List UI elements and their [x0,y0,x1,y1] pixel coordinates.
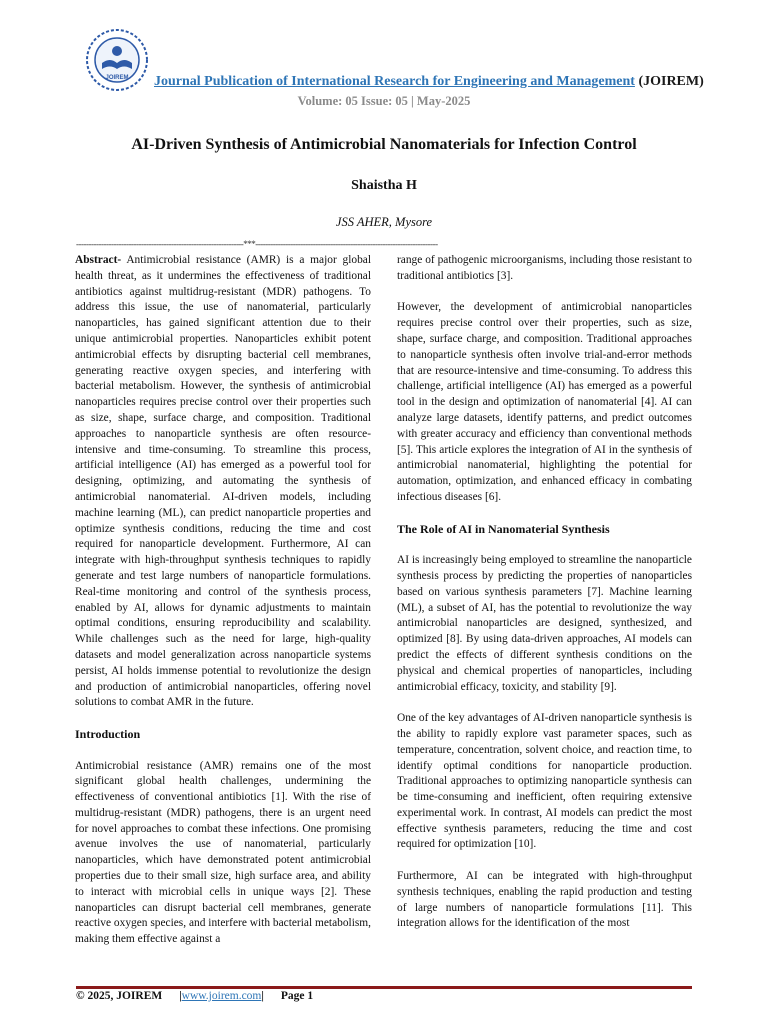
journal-name-link[interactable]: Journal Publication of International Research for Engineering and Management [154,74,635,89]
abstract-text: Antimicrobial resistance (AMR) is a major global health threat, as it undermines the effectiveness of traditional antibiotics against multidrug-resistant (MDR) pathogens. To address this issue, the use of nanomaterial, particularly nanoparticles, has gained significant attention due to their unique antimicrobial properties. Nanoparticles exhibit potent antimicrobial effects by disrupting bacterial cell membranes, generating reactive oxygen species, and interfering with bacterial metabolism. However, the synthesis of antimicrobial nanoparticles requires precise control over their properties such as size, shape, surface charge, and composition. Traditional approaches to nanoparticle synthesis are often resource-intensive and time-consuming. To streamline this process, artificial intelligence (AI) has emerged as a powerful tool for designing, optimizing, and automating the synthesis of antimicrobial nanomaterial. AI-driven models, including machine learning (ML), can predict nanoparticle properties and optimize synthesis conditions, reducing the time and cost required for nanoparticle development. Furthermore, AI can integrate with high-throughput synthesis techniques to rapidly generate and test large numbers of nanoparticle formulations. Real-time monitoring and control of the synthesis process, enabled by AI, allows for dynamic adjustments to maintain optimal conditions, ensuring reproducibility and scalability. While challenges such as the need for large, high-quality datasets and model generalization across nanoparticle systems persist, AI holds immense potential to revolutionize the design and production of antimicrobial nanoparticles, offering novel solutions to combat AMR in the future. [75,254,371,709]
copyright: © 2025, JOIREM [76,990,163,1002]
section-heading: The Role of AI in Nanomaterial Synthesis [397,521,610,536]
svg-text:JOIREM: JOIREM [105,75,129,81]
joirem-logo [84,27,150,93]
abstract-label: Abstract- [75,254,122,266]
footer-rule [76,986,692,989]
introduction-paragraph: Antimicrobial resistance (AMR) remains one of the most significant global health challenges, undermining the effectiveness of conventional antibiotics [1]. With the rise of multidrug-resistant (MDR) pathogens, there is an urgent need for novel approaches to combat these infections. One promising avenue involves the use of nanomaterial, particularly nanoparticles, which have demonstrated potent antimicrobial properties due to their small size, high surface area, and ability to interact with microbial cells in unique ways [2]. These nanoparticles can disrupt bacterial cell membranes, generate reactive oxygen species, and interfere with bacterial metabolism, making them effective against a [75,759,371,946]
left-column [75,253,371,964]
page-footer: © 2025, JOIREM |www.joirem.com| Page 1 [76,990,314,1002]
paragraph: AI is increasingly being employed to streamline the nanoparticle synthesis process by predicting the properties of nanoparticles based on various synthesis parameters [7]. Machine learning (ML), a subset of AI, has the potential to revolutionize the way antimicrobial nanoparticles are designed, synthesized, and optimized [8]. By using data-driven approaches, AI models can predict the effects of different synthesis conditions on the physical and chemical properties of nanoparticles, including antimicrobial efficacy, toxicity, and stability [9]. [397,554,692,693]
paper-title: AI-Driven Synthesis of Antimicrobial Nanomaterials for Infection Control [131,136,637,153]
website-link[interactable]: www.joirem.com [181,990,262,1002]
paragraph: One of the key advantages of AI-driven nanoparticle synthesis is the ability to rapidly explore vast parameter spaces, such as temperature, concentration, solvent choice, and reaction time, to identify optimal conditions for nanoparticle production. Traditional approaches to optimizing nanoparticle synthesis can be time-consuming and inefficient, often requiring extensive experimental work. In contrast, AI models can predict the most effective synthesis parameters, reducing the time and cost required for optimization [10]. [397,712,692,851]
section-separator: -------------------------------------------------------------------***------------------------------------------------------------------------- [76,239,438,249]
author-name: Shaistha H [351,178,417,193]
paragraph: range of pathogenic microorganisms, including those resistant to traditional antibiotics [3]. [397,254,692,282]
right-column [397,253,692,948]
journal-abbr: (JOIREM) [638,74,704,89]
abstract [75,253,371,711]
page-number: Page 1 [280,990,314,1002]
paragraph: However, the development of antimicrobial nanoparticles requires precise control over their properties, such as size, shape, surface charge, and composition. Traditional approaches to nanoparticle synthesis often involve trial-and-error methods that are resource-intensive and time-consuming. To address this challenge, artificial intelligence (AI) has emerged as a powerful tool in the design and optimization of nanomaterial [4]. AI can analyze large datasets, identify patterns, and predict outcomes with greater accuracy and efficiency than conventional methods [5]. This article explores the integration of AI in the synthesis of antimicrobial nanomaterial, highlighting the potential for automation, optimization, and enhanced efficacy in combating infectious diseases [6]. [397,301,692,503]
introduction-heading: Introduction [75,726,141,741]
author-affiliation: JSS AHER, Mysore [335,215,433,229]
volume-issue: Volume: 05 Issue: 05 | May-2025 [297,94,471,108]
paragraph: Furthermore, AI can be integrated with high-throughput synthesis techniques, enabling the rapid production and testing of large numbers of nanoparticle formulations [11]. This integration allows for the identification of the most [397,870,692,930]
journal-title [154,74,704,90]
